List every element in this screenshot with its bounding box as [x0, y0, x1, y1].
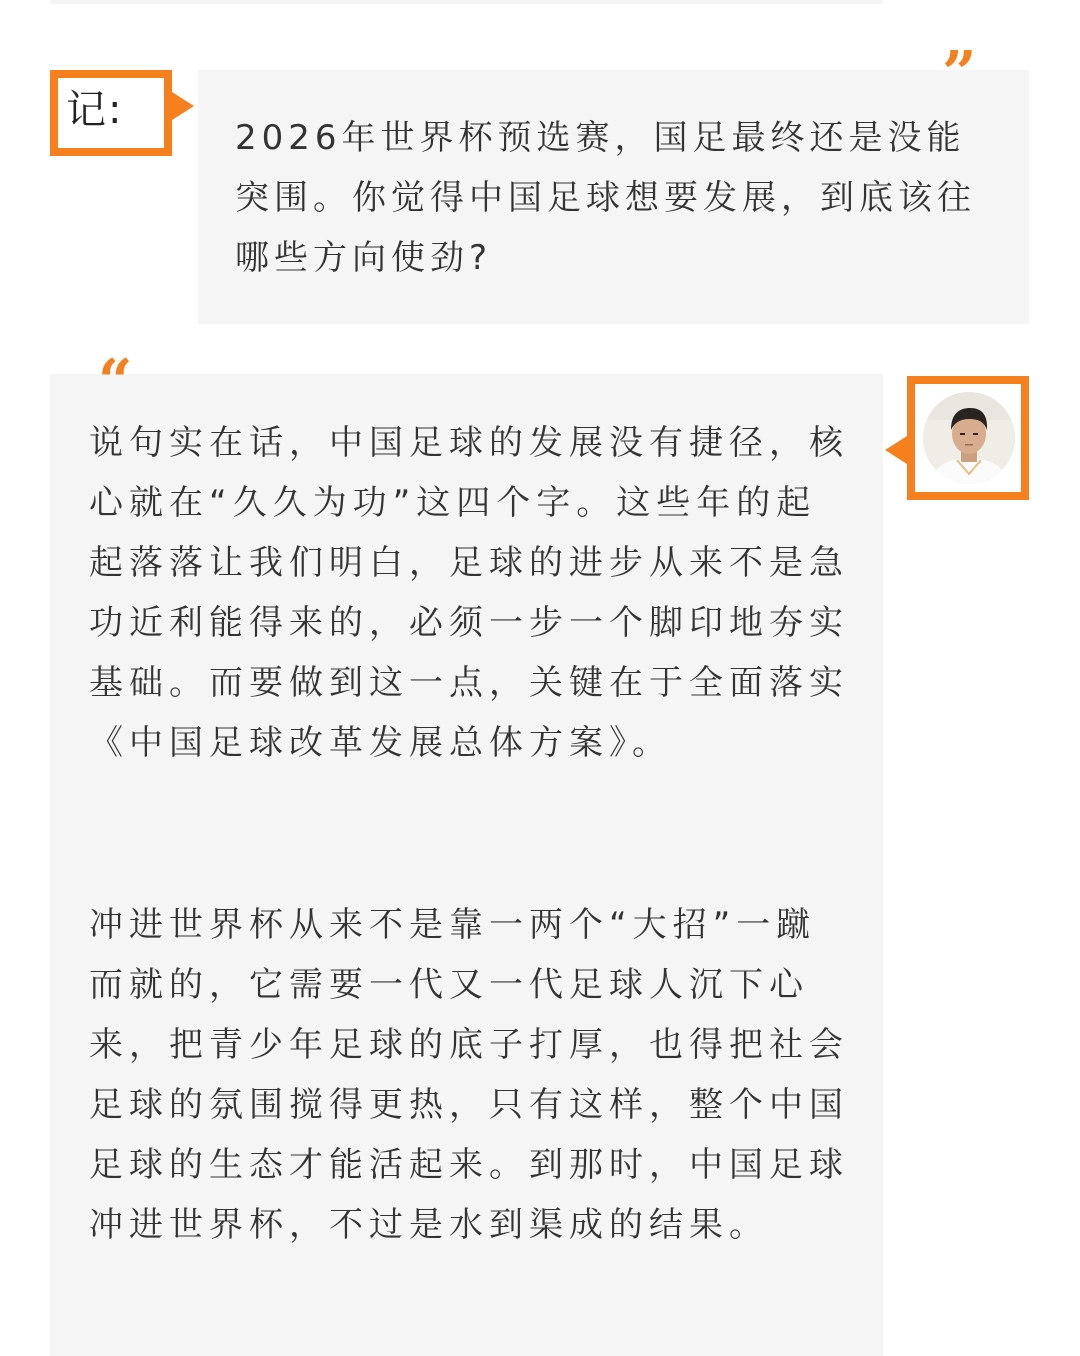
close-quote-icon: ”: [942, 39, 977, 109]
reporter-label-pointer: [172, 92, 194, 120]
interviewee-portrait-icon: [923, 392, 1015, 484]
avatar-frame: [907, 376, 1029, 500]
question-text: 2026年世界杯预选赛，国足最终还是没能突围。你觉得中国足球想要发展，到底该往哪些方向使劲?: [235, 118, 976, 278]
open-quote-icon: “: [98, 347, 133, 417]
top-divider-strip: [50, 0, 883, 4]
avatar-pointer: [885, 436, 907, 464]
reporter-label-box: [50, 70, 172, 156]
reporter-label: 记:: [66, 87, 124, 133]
answer-paragraph-1: 说句实在话，中国足球的发展没有捷径，核心就在“久久为功”这四个字。这些年的起起落落让我们明白，足球的进步从来不是急功近利能得来的，必须一步一个脚印地夯实基础。而要做到这一点，关键在于全面落实《中国足球改革发展总体方案》。: [89, 423, 849, 763]
answer-paragraph-2: 冲进世界杯从来不是靠一两个“大招”一蹴而就的，它需要一代又一代足球人沉下心来，把青少年足球的底子打厚，也得把社会足球的氛围搅得更热，只有这样，整个中国足球的生态才能活起来。到那时，中国足球冲进世界杯，不过是水到渠成的结果。: [89, 905, 849, 1245]
avatar: [923, 392, 1015, 484]
